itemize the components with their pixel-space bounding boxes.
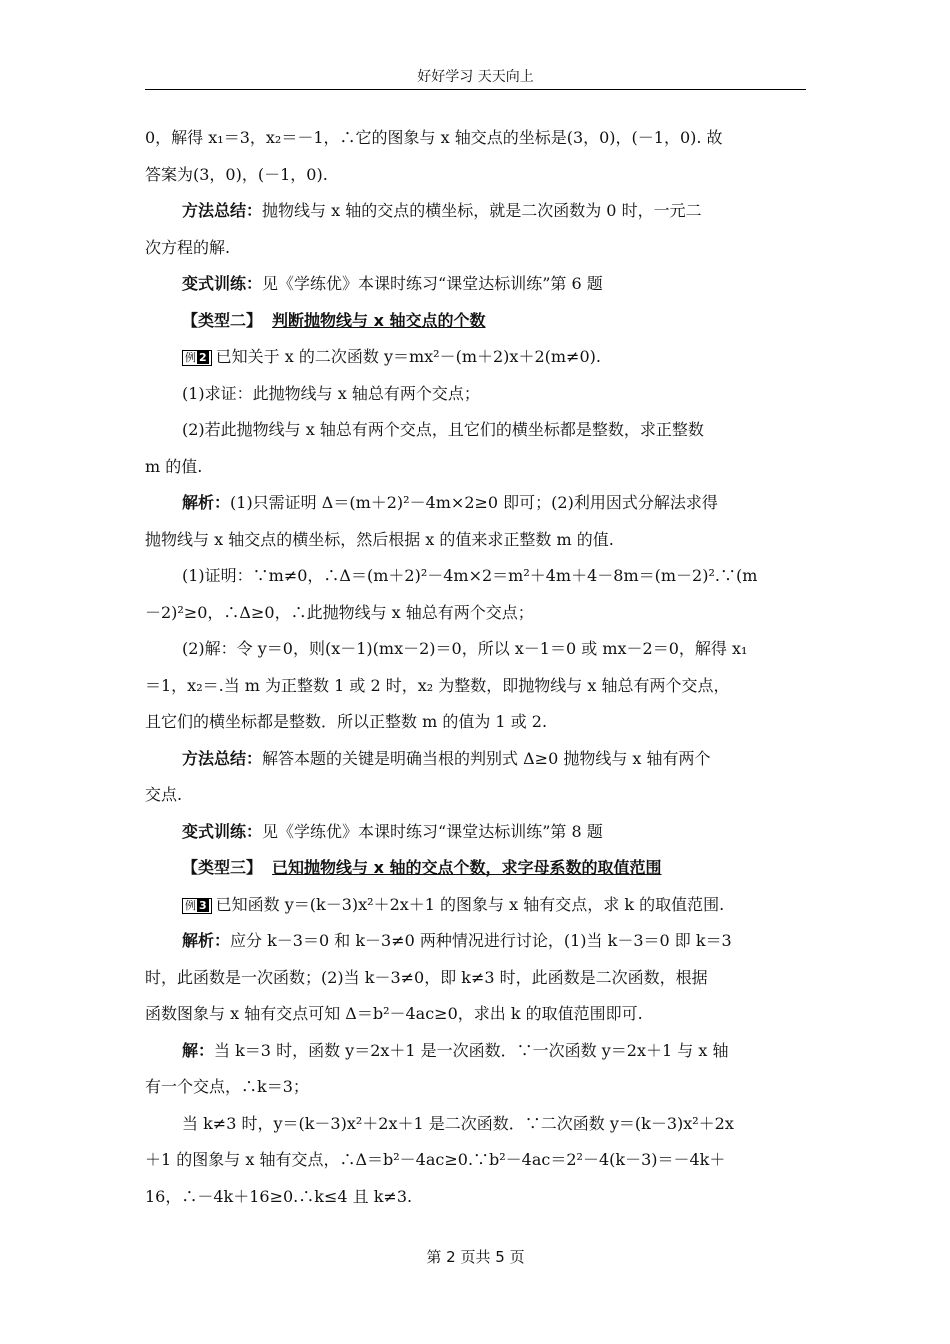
text-line (145, 631, 806, 668)
text-line (145, 157, 806, 194)
document-body (145, 120, 806, 1215)
text-line (145, 485, 806, 522)
text-line (145, 193, 806, 230)
example-line (145, 887, 806, 924)
line-text: m 的值. (145, 456, 203, 476)
text-line (145, 595, 806, 632)
line-text: ＋1 的图象与 x 轴有交点，∴Δ＝b²－4ac≥0.∵b²－4ac＝2²－4(k－3)＝－4k＋ (145, 1150, 726, 1169)
section-type-title (145, 850, 806, 887)
text-line (145, 777, 806, 814)
text-line (145, 449, 806, 486)
example-line (145, 339, 806, 376)
text-line (145, 814, 806, 851)
text-line (145, 1179, 806, 1216)
text-line (145, 558, 806, 595)
line-text: (1)求证：此抛物线与 x 轴总有两个交点； (182, 383, 480, 403)
text-line (145, 1142, 806, 1179)
line-text: (1)证明：∵m≠0，∴Δ＝(m＋2)²－4m×2＝m²＋4m＋4－8m＝(m－2)².∵(m (182, 566, 758, 585)
text-line (145, 923, 806, 960)
line-text: 且它们的横坐标都是整数．所以正整数 m 的值为 1 或 2. (145, 712, 548, 731)
line-text: (1)只需证明 Δ＝(m＋2)²－4m×2≥0 即可；(2)利用因式分解法求得 (230, 493, 718, 512)
text-line (145, 1033, 806, 1070)
example-badge-label: 例 (185, 898, 196, 912)
line-text: (2)若此抛物线与 x 轴总有两个交点，且它们的横坐标都是整数，求正整数 (182, 420, 704, 439)
line-text: －2)²≥0，∴Δ≥0，∴此抛物线与 x 轴总有两个交点； (145, 602, 534, 622)
example-badge (182, 350, 212, 366)
line-text: 16，∴－4k＋16≥0.∴k≤4 且 k≠3. (145, 1186, 413, 1206)
type-label: 【类型二】 (182, 310, 263, 330)
example-number: 3 (199, 898, 207, 912)
line-label: 方法总结： (182, 748, 263, 768)
line-text: 见《学练优》本课时练习“课堂达标训练”第 6 题 (262, 274, 603, 293)
text-line (145, 376, 806, 413)
type-heading: 判断抛物线与 x 轴交点的个数 (272, 310, 486, 330)
text-line (145, 412, 806, 449)
line-text: 当 k＝3 时，函数 y＝2x＋1 是一次函数．∵一次函数 y＝2x＋1 与 x 轴 (214, 1040, 729, 1060)
text-line (145, 230, 806, 267)
page-header: 好好学习 天天向上 (417, 69, 534, 85)
line-text: 函数图象与 x 轴有交点可知 Δ＝b²－4ac≥0，求出 k 的取值范围即可. (145, 1004, 643, 1023)
type-label: 【类型三】 (182, 858, 263, 877)
section-type-title (145, 303, 806, 340)
text-line (145, 120, 806, 157)
line-label: 方法总结： (182, 201, 263, 220)
text-line (145, 960, 806, 997)
line-label: 变式训练： (182, 274, 263, 293)
line-text: 次方程的解. (145, 237, 231, 257)
text-line (145, 668, 806, 705)
line-label: 解： (182, 1040, 215, 1060)
line-text: 0，解得 x₁＝3，x₂＝－1，∴它的图象与 x 轴交点的坐标是(3，0)，(－1，0). 故 (145, 128, 723, 147)
line-text: (2)解：令 y＝0，则(x－1)(mx－2)＝0，所以 x－1＝0 或 mx－2＝0，解得 x₁ (182, 639, 748, 658)
text-line (145, 996, 806, 1033)
line-text: 抛物线与 x 轴交点的横坐标，然后根据 x 的值来求正整数 m 的值. (145, 529, 614, 549)
line-text: 交点. (145, 785, 183, 804)
example-badge (182, 898, 212, 914)
line-text: 抛物线与 x 轴的交点的横坐标，就是二次函数为 0 时，一元二 (262, 201, 702, 220)
line-text: 解答本题的关键是明确当根的判别式 Δ≥0 抛物线与 x 轴有两个 (262, 748, 711, 768)
example-text: 已知关于 x 的二次函数 y＝mx²－(m＋2)x＋2(m≠0). (215, 347, 601, 366)
line-text: 有一个交点，∴k＝3； (145, 1077, 309, 1096)
text-line (145, 1106, 806, 1143)
line-text: 答案为(3，0)，(－1，0). (145, 164, 328, 184)
text-line (145, 704, 806, 741)
line-text: 时，此函数是一次函数；(2)当 k－3≠0，即 k≠3 时，此函数是二次函数，根据 (145, 967, 708, 987)
text-line (145, 741, 806, 778)
text-line (145, 522, 806, 559)
line-text: 见《学练优》本课时练习“课堂达标训练”第 8 题 (262, 821, 603, 841)
line-text: ＝1，x₂＝.当 m 为正整数 1 或 2 时，x₂ 为整数，即抛物线与 x 轴总有两个交点， (145, 675, 730, 695)
example-text: 已知函数 y＝(k－3)x²＋2x＋1 的图象与 x 轴有交点，求 k 的取值范围. (215, 894, 725, 914)
line-text: 应分 k－3＝0 和 k－3≠0 两种情况进行讨论，(1)当 k－3＝0 即 k＝3 (230, 931, 732, 950)
line-label: 变式训练： (182, 821, 263, 841)
example-number: 2 (199, 351, 207, 364)
text-line (145, 266, 806, 303)
text-line (145, 1069, 806, 1106)
example-badge-label: 例 (185, 351, 196, 364)
line-text: 当 k≠3 时，y＝(k－3)x²＋2x＋1 是二次函数．∵二次函数 y＝(k－3)x²＋2x (182, 1113, 734, 1133)
line-label: 解析： (182, 493, 231, 512)
line-label: 解析： (182, 931, 231, 950)
type-heading: 已知抛物线与 x 轴的交点个数，求字母系数的取值范围 (272, 858, 662, 877)
page-footer: 第 2 页共 5 页 (426, 1248, 525, 1266)
header-divider (145, 89, 806, 90)
